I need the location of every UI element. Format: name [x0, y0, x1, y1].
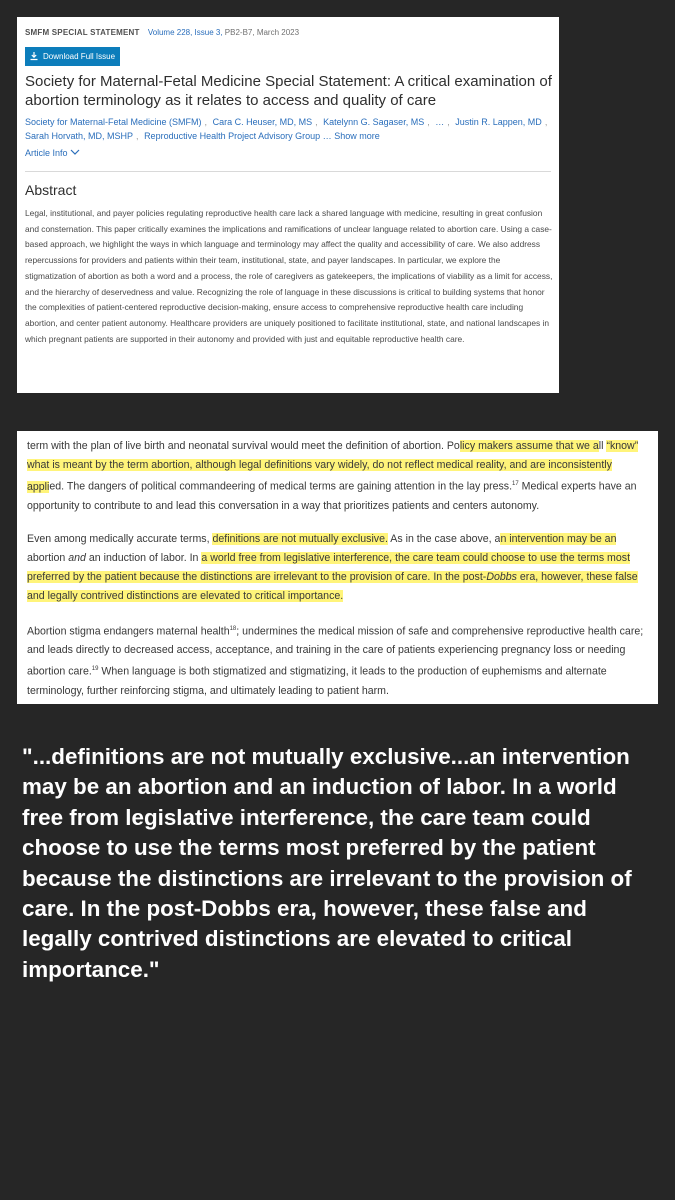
text-run: and — [68, 551, 86, 564]
highlight: era, however, t — [516, 570, 590, 583]
highlight: hese false and legally contrived distinctions are elevated to critical importance. — [27, 570, 638, 602]
text-run: As in the case above, a — [387, 532, 501, 545]
author-link[interactable]: Katelynn G. Sagaser, MS — [323, 117, 425, 127]
article-info-toggle[interactable] — [25, 148, 80, 158]
author-link[interactable]: Sarah Horvath, MD, MSHP — [25, 131, 134, 141]
abstract-body: Legal, institutional, and payer policies regulating reproductive health care lack a shared language with medicine, resulting in great confusion and consternation. This paper critically examines the implications and ramifications of unclear language related to abortion care. Using a case-based approach, we highlight the ways in which language and terminology may affect the quality and accessibility of care. We also address repercussions for providers and patients within their team, institutional, state, and payer landscapes. In particular, we explore the stigmatization of abortion as both a word and a process, the role of caregivers as gatekeepers, the implications of viability as a limit for access, and the hierarchy of deservedness and value. Recognizing the role of language in these discussions is critical to building systems that honor the complexities of patient-centered reproductive decision-making, ensure access to comprehensive reproductive health care including abortion, and center patient autonomy. Healthcare providers are uniquely positioned to facilitate institutional, state, and national landscapes in which pregnant patients are supported in their autonomy and provided with just and equitable reproductive health care. — [25, 208, 553, 344]
highlight: a world free from legislative interference, the care team could choose to use the terms most preferred by the patient because the distinctions are irrelevant to the provision of care. In the post- — [27, 551, 631, 583]
text-run: ll — [598, 440, 607, 452]
text-run: When language is both stigmatized and stigmatizing, it leads to the production of euphemisms and alternate terminology, further reinforcing stigma, and ultimately leading to patient harm. — [27, 665, 607, 697]
excerpt-paragraph-3 — [27, 620, 645, 701]
pages-date: PB2-B7, March 2023 — [222, 28, 300, 37]
author-link[interactable]: Reproductive Health Project Advisory Group — [144, 131, 321, 141]
download-label: Download Full Issue — [43, 52, 116, 61]
download-full-issue-button[interactable] — [25, 47, 120, 66]
text-run: term with the plan of live birth and neonatal survival would meet the definition of abortion. Po — [27, 440, 460, 452]
article-info-label: Article Info — [25, 148, 68, 158]
authors-ellipsis: … — [322, 131, 332, 141]
author-list: Society for Maternal-Fetal Medicine (SMFM) , Cara C. Heuser, MD, MS , Katelynn G. Sagaser, MS , … , Justin R. Lappen, MD , Sarah Horvath, MD, MSHP , Reproductive Health Project Advisory Group … Show more — [25, 117, 548, 141]
author-link[interactable]: Society for Maternal-Fetal Medicine (SMFM) — [25, 117, 202, 127]
excerpt-paragraph-1 — [27, 437, 645, 516]
volume-link[interactable]: Volume 228, Issue 3, — [147, 28, 223, 37]
text-run: Medical experts have an opportunity to contribute to and lead this conversation in a way that prioritizes patients and centers autonomy. — [27, 480, 637, 512]
article-meta — [25, 27, 551, 39]
highlight: Dobbs — [486, 570, 517, 583]
excerpt-card — [17, 431, 658, 704]
text-run: Abortion stigma endangers maternal health — [27, 625, 230, 638]
show-more-link[interactable]: Show more — [334, 131, 380, 141]
citation[interactable]: 18 — [229, 625, 237, 632]
article-type: SMFM SPECIAL STATEMENT — [25, 28, 140, 37]
highlight: n intervention may be an — [500, 532, 617, 545]
citation[interactable]: 19 — [91, 666, 99, 673]
text-run: abortion — [27, 551, 69, 564]
download-icon — [29, 51, 39, 63]
highlight: “know” what is meant by the term abortion, although legal definitions vary widely, do not reflect medical reality, and are inconsistently appli — [27, 440, 639, 493]
author-ellipsis: … — [435, 117, 445, 127]
article-title: Society for Maternal-Fetal Medicine Special Statement: A critical examination of abortion terminology as it relates to access and quality of care — [25, 73, 552, 109]
author-link[interactable]: Justin R. Lappen, MD — [455, 117, 542, 127]
chevron-down-icon — [70, 148, 80, 158]
article-header-card — [17, 17, 559, 393]
divider — [25, 171, 551, 172]
author-link[interactable]: Cara C. Heuser, MD, MS — [212, 117, 313, 127]
highlight: definitions are not mutually exclusive. — [212, 532, 388, 545]
text-run: ; undermines the medical mission of safe and comprehensive reproductive health care; and leads directly to decreased access, acceptance, and training in the care of patients experiencing pregnancy loss or needing abortion care. — [27, 625, 644, 678]
text-run: ed. The dangers of political commandeering of medical terms are gaining attention in the lay press. — [49, 480, 513, 493]
abstract-heading: Abstract — [25, 182, 77, 198]
pull-quote: "...definitions are not mutually exclusive...an intervention may be an abortion and an induction of labor. In a world free from legislative interference, the care team could choose to use the terms most preferred by the patient because the distinctions are irrelevant to the provision of care. In the post-Dobbs era, however, these false and legally contrived distinctions are elevated to critical importance." — [22, 744, 632, 982]
highlight: licy makers assume that we a — [459, 440, 599, 452]
text-run: an induction of labor. In — [85, 551, 202, 564]
text-run: Even among medically accurate terms, — [27, 532, 213, 545]
citation[interactable]: 17 — [512, 481, 519, 487]
excerpt-paragraph-2 — [27, 530, 645, 606]
